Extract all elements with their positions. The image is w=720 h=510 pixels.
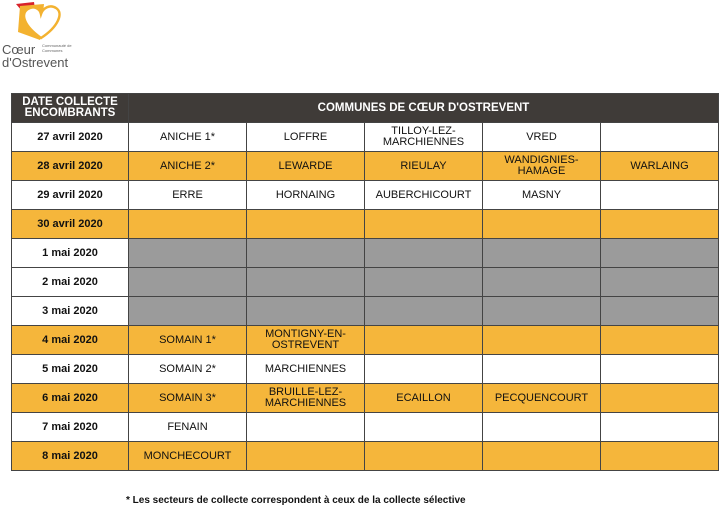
table-row <box>12 355 719 384</box>
date-cell: 6 mai 2020 <box>12 384 129 413</box>
commune-cell <box>365 442 483 471</box>
commune-cell <box>601 268 719 297</box>
commune-cell: VRED <box>483 123 601 152</box>
table-row <box>12 239 719 268</box>
commune-cell <box>129 268 247 297</box>
commune-cell <box>247 442 365 471</box>
commune-cell <box>247 210 365 239</box>
commune-cell: MONCHECOURT <box>129 442 247 471</box>
commune-cell <box>601 326 719 355</box>
table-row <box>12 413 719 442</box>
commune-cell <box>247 268 365 297</box>
commune-cell: SOMAIN 1* <box>129 326 247 355</box>
logo-subtitle: Communauté de Communes <box>42 43 72 53</box>
footnote: * Les secteurs de collecte correspondent à ceux de la collecte sélective <box>126 495 466 506</box>
commune-cell <box>601 413 719 442</box>
commune-cell <box>601 239 719 268</box>
table-row <box>12 326 719 355</box>
commune-cell <box>365 268 483 297</box>
commune-cell <box>365 210 483 239</box>
date-cell: 2 mai 2020 <box>12 268 129 297</box>
commune-cell <box>483 239 601 268</box>
table-row <box>12 123 719 152</box>
commune-cell: SOMAIN 2* <box>129 355 247 384</box>
table-row <box>12 152 719 181</box>
table-header-row <box>12 94 719 123</box>
commune-cell: ANICHE 2* <box>129 152 247 181</box>
commune-cell: AUBERCHICOURT <box>365 181 483 210</box>
commune-cell: SOMAIN 3* <box>129 384 247 413</box>
commune-cell <box>601 442 719 471</box>
logo-line2: d'Ostrevent <box>2 55 69 70</box>
commune-cell: ANICHE 1* <box>129 123 247 152</box>
commune-cell <box>483 355 601 384</box>
commune-cell <box>365 413 483 442</box>
date-cell: 8 mai 2020 <box>12 442 129 471</box>
commune-cell: ECAILLON <box>365 384 483 413</box>
commune-cell: LEWARDE <box>247 152 365 181</box>
date-cell: 30 avril 2020 <box>12 210 129 239</box>
commune-cell: TILLOY-LEZ-MARCHIENNES <box>365 123 483 152</box>
commune-cell <box>247 239 365 268</box>
commune-cell <box>483 210 601 239</box>
table-row <box>12 181 719 210</box>
collection-schedule-table <box>11 93 719 471</box>
commune-cell <box>129 239 247 268</box>
date-cell: 1 mai 2020 <box>12 239 129 268</box>
commune-cell <box>483 442 601 471</box>
date-cell: 4 mai 2020 <box>12 326 129 355</box>
commune-cell: HORNAING <box>247 181 365 210</box>
ccco-logo <box>2 0 82 72</box>
commune-cell: FENAIN <box>129 413 247 442</box>
commune-cell <box>483 326 601 355</box>
commune-cell: PECQUENCOURT <box>483 384 601 413</box>
table-row <box>12 297 719 326</box>
commune-cell <box>601 181 719 210</box>
commune-cell <box>601 297 719 326</box>
commune-cell <box>483 297 601 326</box>
date-cell: 27 avril 2020 <box>12 123 129 152</box>
header-communes: COMMUNES DE CŒUR D'OSTREVENT <box>129 94 719 123</box>
table-row <box>12 384 719 413</box>
commune-cell <box>483 268 601 297</box>
commune-cell <box>129 297 247 326</box>
table-row <box>12 210 719 239</box>
heart-logo-icon <box>14 0 68 42</box>
commune-cell <box>247 297 365 326</box>
commune-cell <box>129 210 247 239</box>
date-cell: 29 avril 2020 <box>12 181 129 210</box>
table-row <box>12 442 719 471</box>
commune-cell: MONTIGNY-EN-OSTREVENT <box>247 326 365 355</box>
commune-cell <box>365 355 483 384</box>
commune-cell <box>247 413 365 442</box>
commune-cell: WANDIGNIES-HAMAGE <box>483 152 601 181</box>
commune-cell <box>601 123 719 152</box>
commune-cell: MASNY <box>483 181 601 210</box>
header-date: DATE COLLECTE ENCOMBRANTS <box>12 94 129 123</box>
commune-cell: ERRE <box>129 181 247 210</box>
commune-cell <box>365 239 483 268</box>
table-body <box>12 123 719 471</box>
commune-cell <box>601 384 719 413</box>
commune-cell <box>601 210 719 239</box>
date-cell: 3 mai 2020 <box>12 297 129 326</box>
commune-cell: LOFFRE <box>247 123 365 152</box>
date-cell: 28 avril 2020 <box>12 152 129 181</box>
commune-cell <box>365 326 483 355</box>
logo-line1: Cœur <box>2 42 36 57</box>
commune-cell <box>365 297 483 326</box>
table-row <box>12 268 719 297</box>
date-cell: 7 mai 2020 <box>12 413 129 442</box>
commune-cell: BRUILLE-LEZ-MARCHIENNES <box>247 384 365 413</box>
commune-cell <box>483 413 601 442</box>
date-cell: 5 mai 2020 <box>12 355 129 384</box>
commune-cell: MARCHIENNES <box>247 355 365 384</box>
commune-cell <box>601 355 719 384</box>
commune-cell: RIEULAY <box>365 152 483 181</box>
commune-cell: WARLAING <box>601 152 719 181</box>
